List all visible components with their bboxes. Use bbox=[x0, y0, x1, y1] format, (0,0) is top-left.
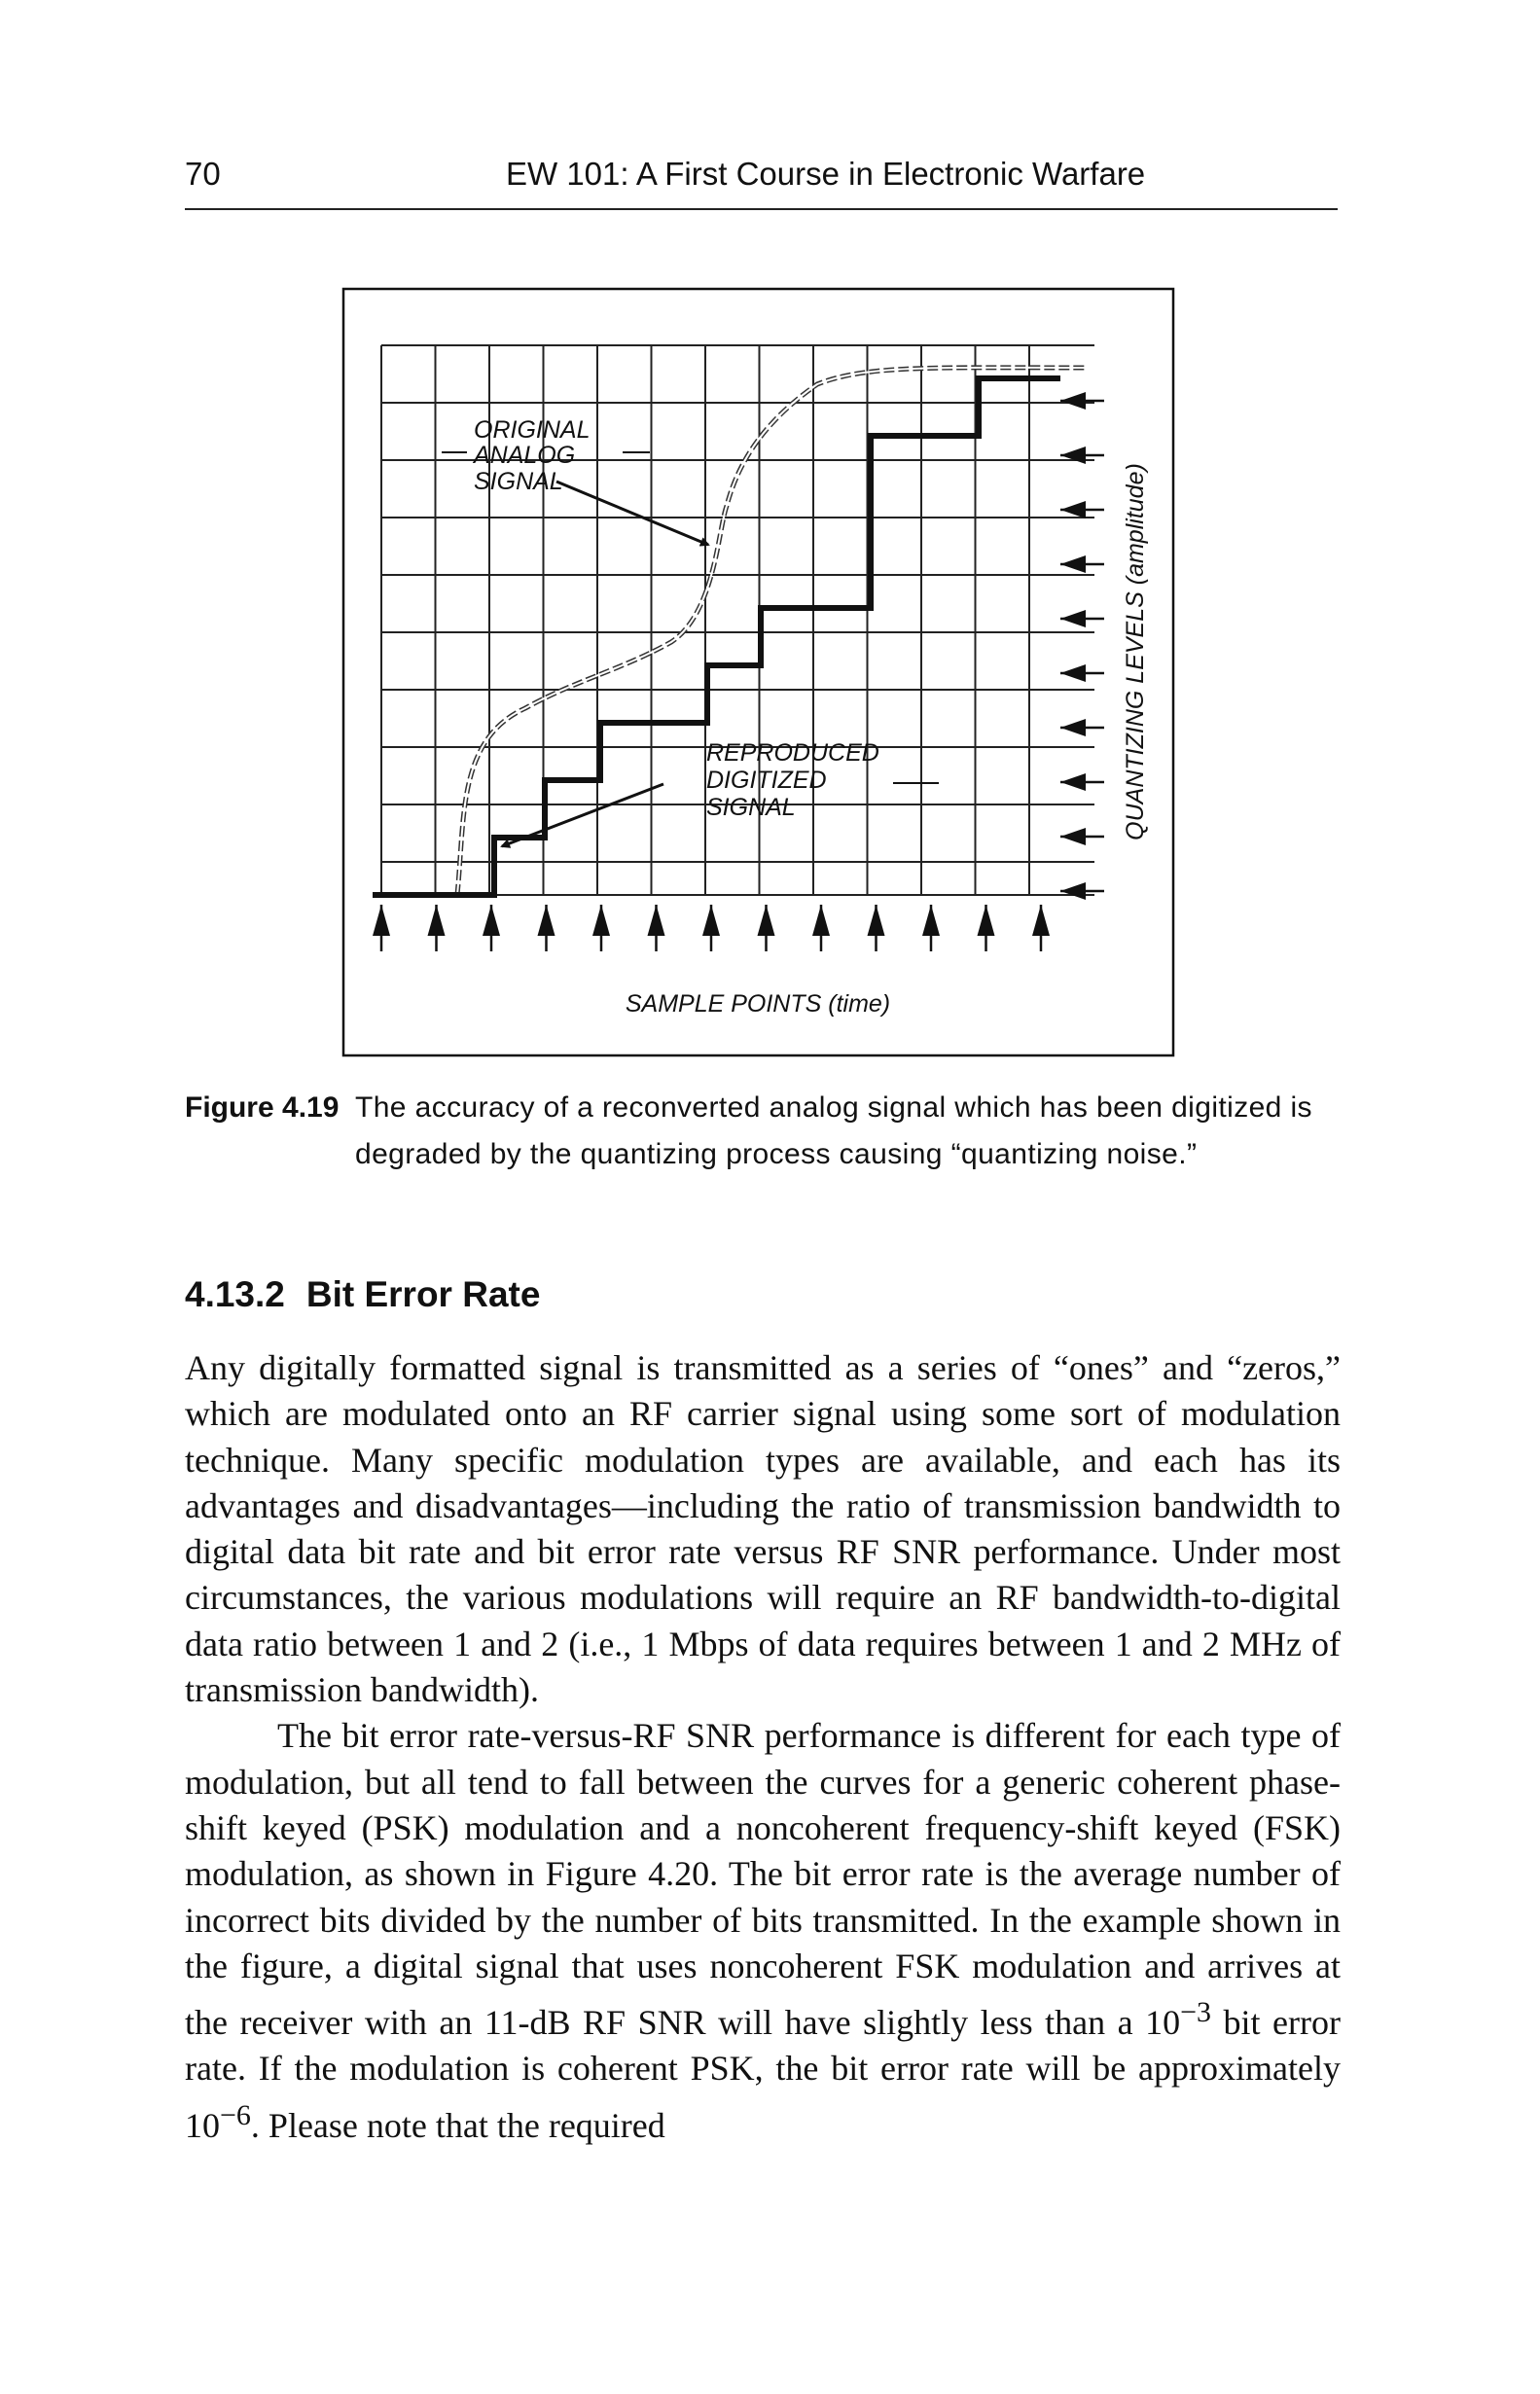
y-axis-label: QUANTIZING LEVELS (amplitude) bbox=[1122, 463, 1149, 840]
quantizing-level-arrow bbox=[1060, 882, 1104, 900]
page-number: 70 bbox=[185, 156, 221, 192]
quantizing-level-arrow bbox=[1060, 392, 1104, 410]
label-reproduced-line-3: SIGNAL bbox=[706, 794, 796, 821]
exponent-2: −6 bbox=[220, 2098, 251, 2131]
caption-label: Figure 4.19 bbox=[185, 1091, 340, 1124]
sample-point-arrow bbox=[592, 905, 610, 951]
sample-point-arrow bbox=[868, 905, 885, 951]
sample-point-arrow bbox=[702, 905, 720, 951]
paragraph-2 bbox=[185, 1713, 1341, 2149]
section-title: Bit Error Rate bbox=[305, 1274, 541, 1314]
quantizing-level-arrow bbox=[1060, 664, 1104, 682]
paragraph-2-part-3: . Please note that the required bbox=[250, 2105, 665, 2145]
sample-point-arrow bbox=[648, 905, 665, 951]
paragraph-1: Any digitally formatted signal is transmitted as a series of “ones” and “zeros,” which are modulated onto an RF carrier signal using some sort of modulation technique. Many specific modulation types are available, and each has its advantages and disadvantages—including the ratio of transmission bandwidth to digital data bit rate and bit error rate versus RF SNR performance. Under most circumstances, the various modulations will require an RF bandwidth-to-digital data ratio between 1 and 2 (i.e., 1 Mbps of data requires between 1 and 2 MHz of transmission bandwidth). bbox=[185, 1348, 1341, 1710]
label-original-line-1: ORIGINAL bbox=[474, 416, 591, 444]
paragraph-2-part-1: The bit error rate-versus-RF SNR performance is different for each type of modulation, but all tend to fall between the curves for a generic coherent phase-shift keyed (PSK) modulation and a noncoherent frequency-shift keyed (FSK) modulation, as shown in Figure 4.20. The bit error rate is the average number of incorrect bits divided by the number of bits transmitted. In the example shown in the figure, a digital signal that uses noncoherent FSK modulation and arrives at the receiver with an 11-dB RF SNR will have slightly less than a 10 bbox=[185, 1716, 1341, 2043]
quantizing-level-arrow bbox=[1060, 719, 1104, 736]
paragraph-2-part-2: bit error rate. If the modulation is coherent PSK, the bit error rate will be approximately 10 bbox=[185, 2003, 1341, 2145]
sample-point-arrow bbox=[483, 905, 500, 951]
quantizing-level-arrow bbox=[1060, 773, 1104, 791]
quantizing-level-arrow bbox=[1060, 501, 1104, 518]
label-original-line-2: ANALOG bbox=[474, 442, 576, 469]
section-number: 4.13.2 bbox=[185, 1274, 285, 1314]
digitized-signal-pointer-arrow bbox=[502, 784, 663, 846]
quantizing-level-arrow bbox=[1060, 555, 1104, 573]
sample-point-arrow bbox=[922, 905, 940, 951]
running-title: EW 101: A First Course in Electronic Warfare bbox=[506, 156, 1146, 192]
original-signal-pointer-arrow bbox=[556, 482, 708, 545]
section-heading bbox=[185, 1274, 540, 1315]
sample-point-arrow bbox=[978, 905, 995, 951]
sample-point-arrow bbox=[538, 905, 555, 951]
quantizing-level-arrow bbox=[1060, 610, 1104, 627]
quantizing-level-arrows bbox=[1060, 392, 1104, 900]
caption-text: The accuracy of a reconverted analog signal which has been digitized is degraded by the quantizing process causing “quantizing noise.” bbox=[355, 1091, 1312, 1170]
quantizing-figure bbox=[0, 0, 1540, 1070]
sample-point-arrows bbox=[373, 905, 1050, 951]
body-text bbox=[185, 1345, 1341, 2149]
sample-point-arrow bbox=[373, 905, 390, 951]
label-reproduced-line-2: DIGITIZED bbox=[706, 767, 827, 794]
sample-point-arrow bbox=[812, 905, 830, 951]
sample-point-arrow bbox=[1032, 905, 1050, 951]
sample-point-arrow bbox=[758, 905, 775, 951]
exponent-1: −3 bbox=[1180, 1996, 1212, 2029]
x-axis-label: SAMPLE POINTS (time) bbox=[625, 990, 891, 1018]
quantizing-level-arrow bbox=[1060, 828, 1104, 845]
quantizing-level-arrow bbox=[1060, 447, 1104, 464]
label-reproduced-line-1: REPRODUCED bbox=[706, 739, 879, 767]
sample-point-arrow bbox=[428, 905, 446, 951]
label-original-line-3: SIGNAL bbox=[474, 468, 563, 495]
